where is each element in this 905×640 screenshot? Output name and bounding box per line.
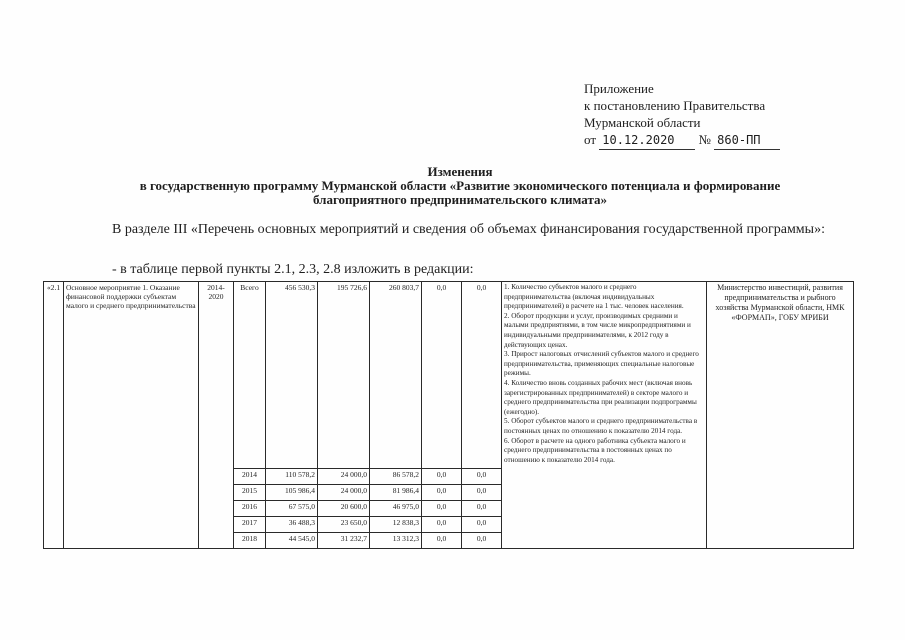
from-label: от: [584, 132, 597, 147]
program-table: [43, 281, 854, 549]
total-c2: 195 726,6: [318, 282, 370, 469]
year-cell: 2014: [234, 469, 266, 485]
total-c1: 456 530,3: [266, 282, 318, 469]
value-cell: 0,0: [422, 485, 462, 501]
total-c5: 0,0: [462, 282, 502, 469]
value-cell: 0,0: [422, 517, 462, 533]
appendix-header: [584, 80, 780, 150]
value-cell: 0,0: [462, 501, 502, 517]
bullet-line: - в таблице первой пункты 2.1, 2.3, 2.8 изложить в редакции:: [112, 262, 474, 277]
total-c3: 260 803,7: [370, 282, 422, 469]
value-cell: 24 000,0: [318, 485, 370, 501]
value-cell: 0,0: [422, 501, 462, 517]
value-cell: 0,0: [462, 469, 502, 485]
title-line2: в государственную программу Мурманской области «Развитие экономического потенциала и формирование: [139, 178, 781, 193]
value-cell: 0,0: [422, 469, 462, 485]
item-number-cell: «2.1: [44, 282, 64, 549]
value-cell: 0,0: [422, 533, 462, 549]
period-cell: 2014-2020: [199, 282, 234, 549]
intro-paragraph: В разделе III «Перечень основных мероприятий и сведения об объемах финансирования государственной программы»:: [112, 222, 825, 237]
value-cell: 31 232,7: [318, 533, 370, 549]
value-cell: 24 000,0: [318, 469, 370, 485]
value-cell: 13 312,3: [370, 533, 422, 549]
total-label-cell: Всего: [234, 282, 266, 469]
executor-cell: Министерство инвестиций, развития предпринимательства и рыбного хозяйства Мурманской области, НМК «ФОРМАП», ГОБУ МРИБИ: [707, 282, 854, 549]
year-cell: 2015: [234, 485, 266, 501]
appendix-line2: к постановлению Правительства: [584, 98, 766, 113]
value-cell: 0,0: [462, 517, 502, 533]
value-cell: 44 545,0: [266, 533, 318, 549]
decree-number: 860-ПП: [714, 132, 780, 150]
indicators-cell: 1. Количество субъектов малого и среднего предпринимательства (включая индивидуальных предпринимателей) в расчете на 1 тыс. человек населения. 2. Оборот продукции и услуг, производимых средними и малыми предприятиями, в том числе микропредприятиями и индивидуальными предпринимателями, к 2012 году в действующих ценах. 3. Прирост налоговых отчислений субъектов малого и среднего предпринимательства, применяющих специальные налоговые режимы. 4. Количество вновь созданных рабочих мест (включая вновь зарегистрированных предпринимателей) в секторе малого и среднего предпринимательства при реализации подпрограммы (ежегодно). 5. Оборот субъектов малого и среднего предпринимательства в постоянных ценах по отношению к показателю 2014 года. 6. Оборот в расчете на одного работника субъекта малого и среднего предпринимательства в постоянных ценах по отношению к показателю 2014 года.: [502, 282, 707, 549]
decree-date: 10.12.2020: [599, 132, 695, 150]
appendix-line3: Мурманской области: [584, 115, 701, 130]
value-cell: 0,0: [462, 485, 502, 501]
year-cell: 2016: [234, 501, 266, 517]
activity-cell: Основное мероприятие 1. Оказание финансовой поддержки субъектам малого и среднего предпринимательства: [64, 282, 199, 549]
total-c4: 0,0: [422, 282, 462, 469]
value-cell: 81 986,4: [370, 485, 422, 501]
value-cell: 36 488,3: [266, 517, 318, 533]
value-cell: 105 986,4: [266, 485, 318, 501]
value-cell: 12 838,3: [370, 517, 422, 533]
document-title: [80, 165, 840, 207]
table-row: [44, 282, 854, 469]
value-cell: 46 975,0: [370, 501, 422, 517]
year-cell: 2018: [234, 533, 266, 549]
value-cell: 86 578,2: [370, 469, 422, 485]
year-cell: 2017: [234, 517, 266, 533]
value-cell: 67 575,0: [266, 501, 318, 517]
title-line1: Изменения: [427, 164, 493, 179]
appendix-date-row: [584, 131, 780, 150]
value-cell: 110 578,2: [266, 469, 318, 485]
appendix-line1: Приложение: [584, 81, 654, 96]
value-cell: 23 650,0: [318, 517, 370, 533]
title-line3: благоприятного предпринимательского климата»: [312, 192, 607, 207]
value-cell: 20 600,0: [318, 501, 370, 517]
number-label: №: [698, 132, 711, 147]
value-cell: 0,0: [462, 533, 502, 549]
